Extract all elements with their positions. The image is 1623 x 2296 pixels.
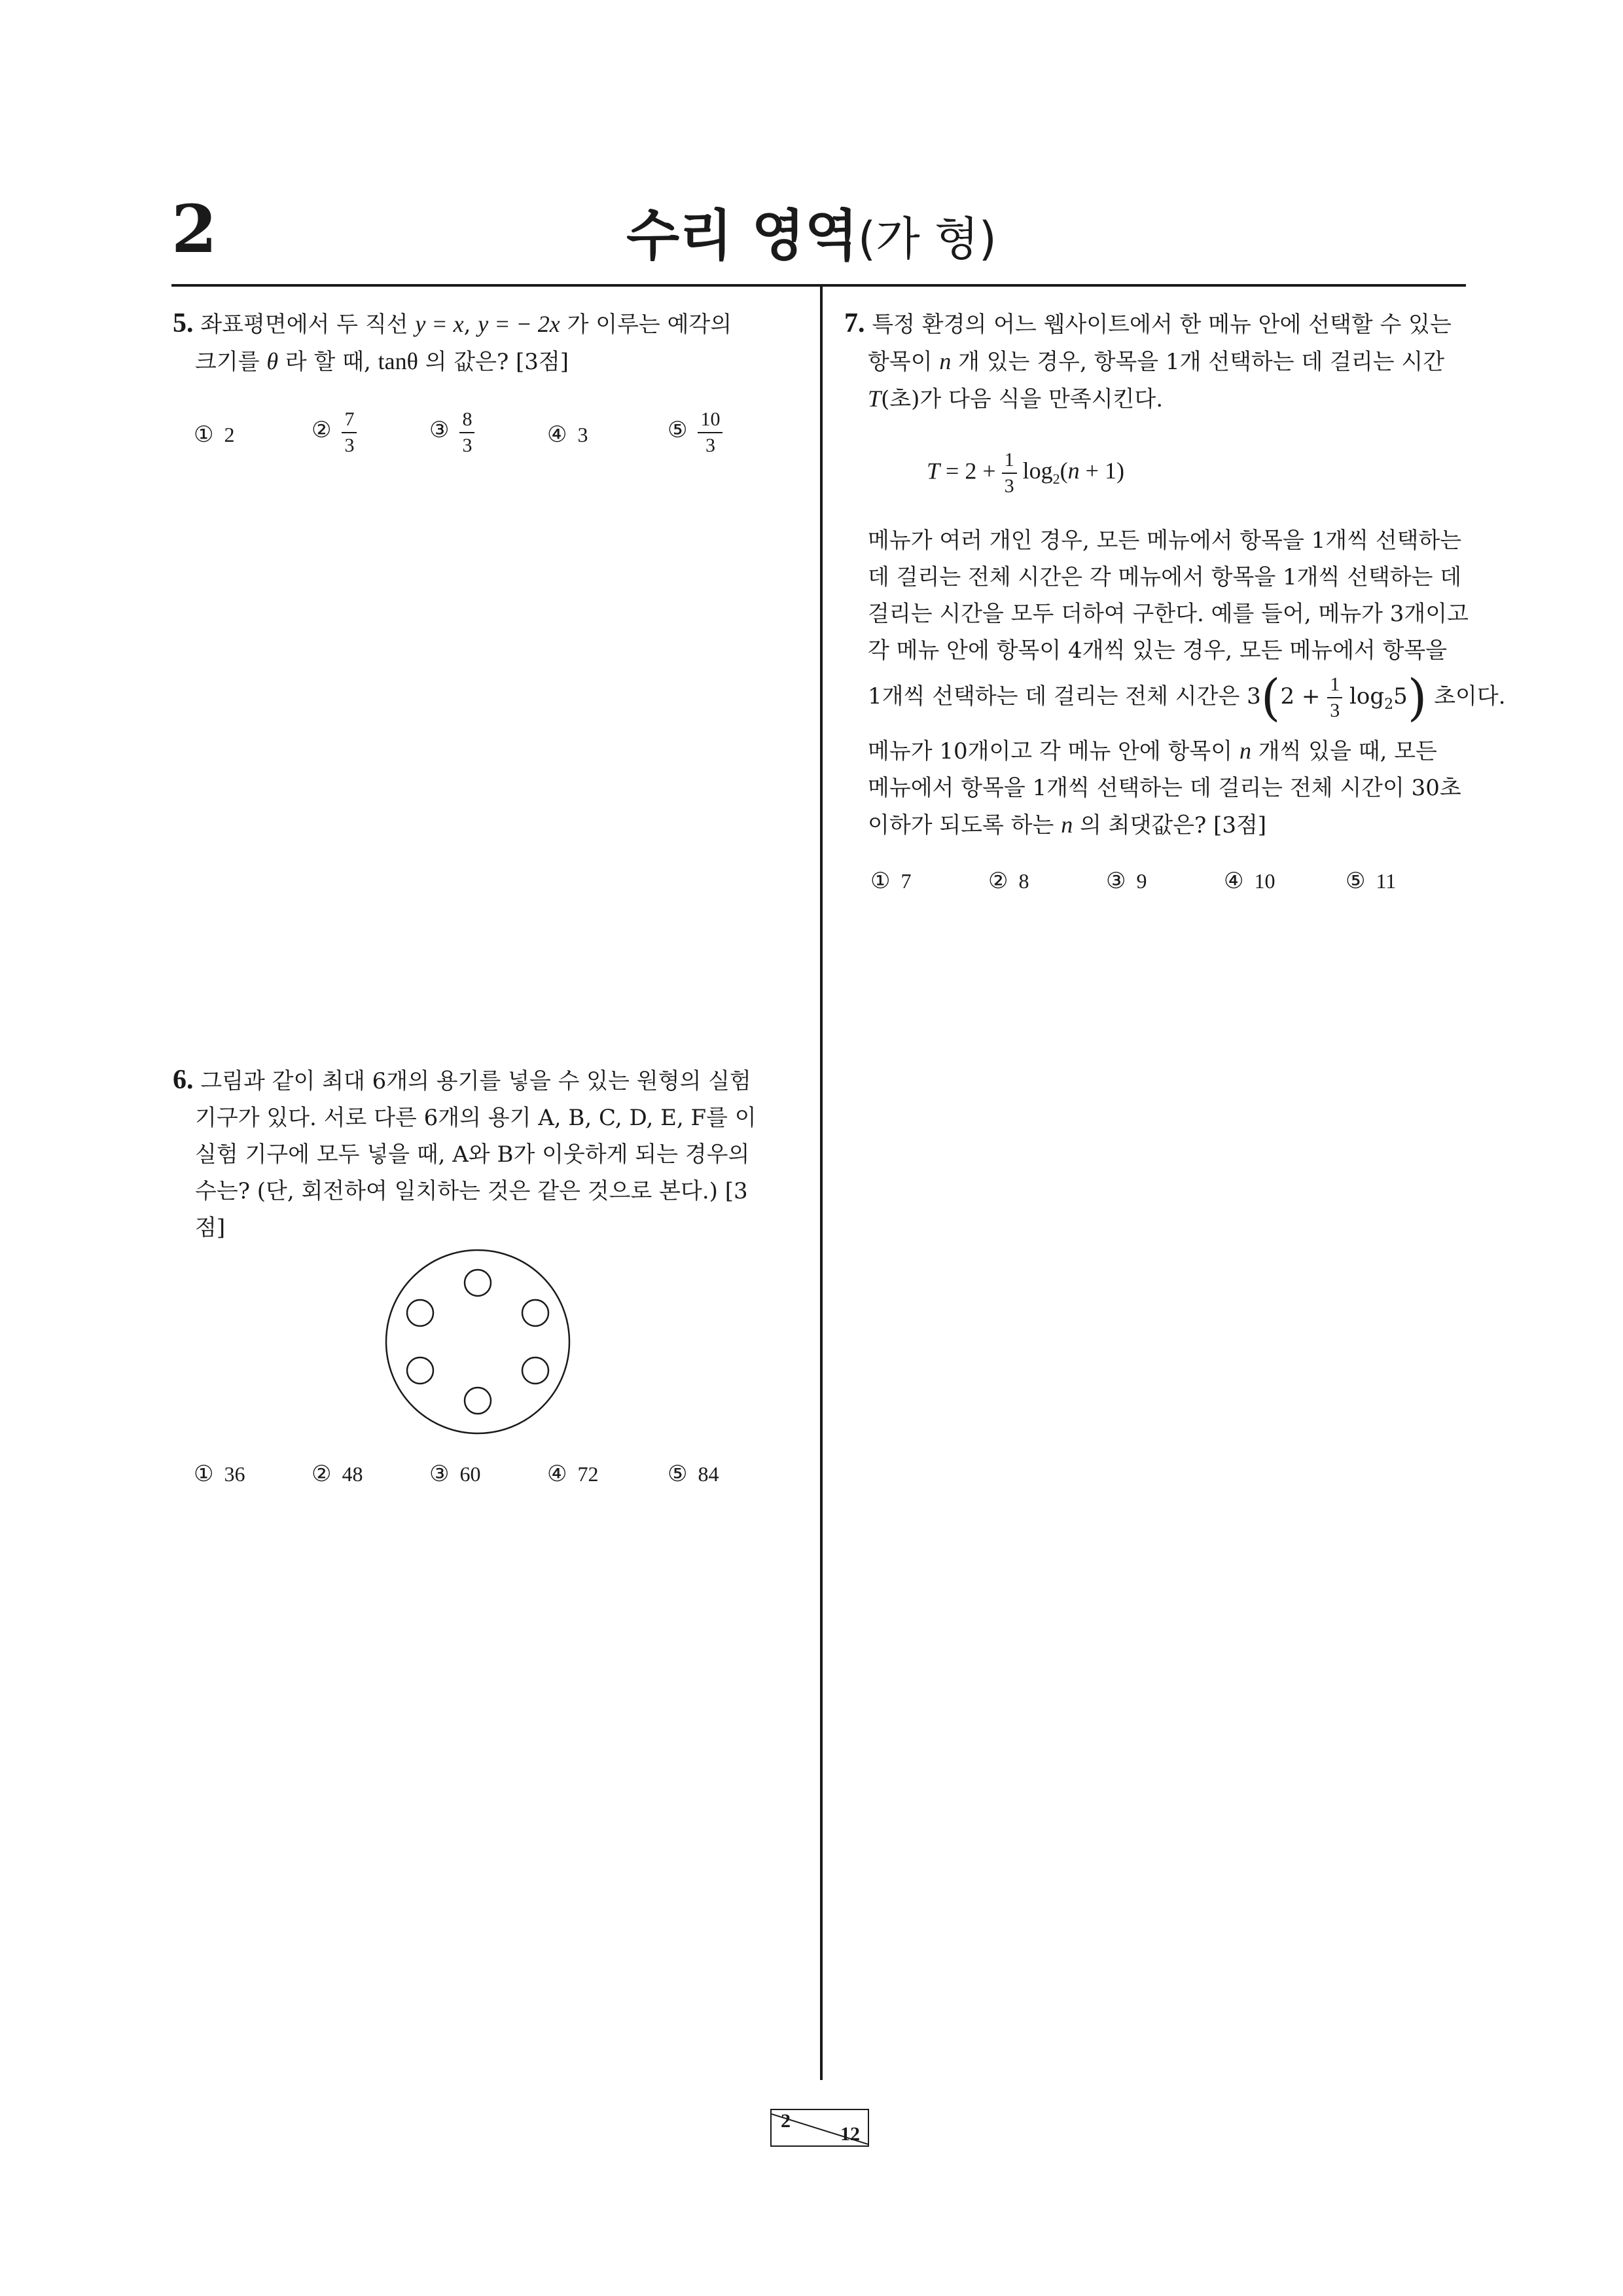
- q5-sep: ,: [463, 312, 478, 338]
- choice-mark: ②: [988, 868, 1008, 894]
- choice-mark: ①: [194, 1461, 214, 1487]
- choice-2[interactable]: [312, 1461, 363, 1487]
- variable-n: n: [939, 348, 952, 374]
- q7-text: 특정 환경의 어느 웹사이트에서 한 메뉴 안에 선택할 수 있는: [872, 312, 1452, 338]
- choice-4[interactable]: [547, 1461, 598, 1487]
- variable-T: T: [868, 386, 882, 412]
- choice-value: 2: [224, 423, 235, 446]
- page-counter-box: [770, 2109, 869, 2147]
- q7-text: 메뉴가 10개이고 각 메뉴 안에 항목이: [868, 738, 1240, 764]
- choice-value: 7: [901, 869, 912, 893]
- title-main: 수리 영역: [626, 204, 858, 268]
- q7-body-line: 걸리는 시간을 모두 더하여 구한다. 예를 들어, 메뉴가 3개이고: [868, 601, 1469, 627]
- q7-example-text: 초이다.: [1427, 683, 1506, 709]
- question-5: [173, 305, 762, 380]
- choice-2[interactable]: [312, 410, 357, 456]
- container-slot: [465, 1388, 491, 1414]
- choice-mark: ⑤: [1346, 868, 1366, 894]
- total-pages: 12: [840, 2123, 860, 2145]
- choice-value: 60: [459, 1462, 481, 1486]
- q7-text: 의 최댓값은? [3점]: [1073, 812, 1267, 838]
- choice-value: 84: [698, 1462, 719, 1486]
- choice-mark: ③: [429, 1461, 450, 1487]
- choice-mark: ①: [194, 422, 214, 448]
- q7-text: (초)가 다음 식을 만족시킨다.: [881, 386, 1164, 412]
- apparatus-outer-circle: [386, 1250, 569, 1433]
- q5-text: 라 할 때,: [278, 349, 378, 375]
- choice-2[interactable]: [988, 868, 1029, 894]
- choice-mark: ③: [1106, 868, 1126, 894]
- container-slot: [465, 1270, 491, 1296]
- choice-value: 8: [1018, 869, 1029, 893]
- q5-text: 가 이루는 예각의: [560, 312, 732, 338]
- column-divider: [820, 287, 823, 2080]
- q6-line: 기구가 있다. 서로 다른 6개의 용기 A, B, C, D, E, F를 이: [195, 1105, 757, 1131]
- question-7: [844, 305, 1472, 418]
- q5-text: 의 값은? [3점]: [418, 349, 569, 375]
- variable-n: n: [1061, 811, 1073, 838]
- container-slot: [407, 1300, 433, 1326]
- tan-theta: tanθ: [378, 348, 418, 374]
- theta-symbol: θ: [266, 348, 279, 374]
- container-slot: [407, 1357, 433, 1384]
- q5-text: 크기를: [195, 349, 267, 375]
- choice-value: 36: [224, 1462, 245, 1486]
- formula-lhs: T: [927, 457, 940, 484]
- header-rule: [171, 284, 1466, 287]
- q6-line: 수는? (단, 회전하여 일치하는 것은 같은 것으로 본다.) [3점]: [195, 1178, 748, 1241]
- choice-3[interactable]: [429, 410, 474, 456]
- choice-1[interactable]: [870, 868, 911, 894]
- fraction: $\frac{10}{3}$: [698, 410, 722, 456]
- variable-n: n: [1239, 737, 1251, 764]
- choice-mark: ④: [547, 422, 567, 448]
- q7-text: 개씩 있을 때, 모든: [1251, 738, 1437, 764]
- q7-body-line: 메뉴가 여러 개인 경우, 모든 메뉴에서 항목을 1개씩 선택하는: [868, 528, 1462, 554]
- question-number: 5.: [173, 308, 194, 338]
- left-paren: (: [1260, 668, 1281, 726]
- choice-mark: ②: [312, 1461, 332, 1487]
- choice-mark: ④: [547, 1461, 567, 1487]
- choice-3[interactable]: [429, 1461, 480, 1487]
- q7-body-line: 데 걸리는 전체 시간은 각 메뉴에서 항목을 1개씩 선택하는 데: [868, 564, 1462, 590]
- choice-4[interactable]: [1224, 868, 1275, 894]
- choice-4[interactable]: [547, 422, 588, 448]
- formula-lhs-rest: = 2 +: [940, 457, 1002, 484]
- formula-rhs: $\log_2(n + 1)$: [1016, 457, 1124, 488]
- fraction: $\frac{7}{3}$: [342, 410, 357, 456]
- choice-mark: ⑤: [668, 1461, 688, 1487]
- choice-mark: ⑤: [668, 417, 688, 444]
- q7-text: 개 있는 경우, 항목을 1개 선택하는 데 걸리는 시간: [951, 349, 1445, 375]
- q6-line: 실험 기구에 모두 넣을 때, A와 B가 이웃하게 되는 경우의: [195, 1141, 750, 1168]
- choice-5[interactable]: [1346, 868, 1396, 894]
- choice-mark: ④: [1224, 868, 1244, 894]
- container-slot: [522, 1357, 548, 1384]
- equation-1: y = x: [415, 311, 464, 337]
- choice-3[interactable]: [1106, 868, 1147, 894]
- container-slot: [522, 1300, 548, 1326]
- choice-value: 48: [342, 1462, 363, 1486]
- q7-example-text: 1개씩 선택하는 데 걸리는 전체 시간은 3: [868, 683, 1261, 709]
- q7-example-inner: 2 +: [1280, 683, 1328, 709]
- choice-5[interactable]: [668, 410, 722, 456]
- choice-value: 3: [577, 423, 588, 446]
- choice-1[interactable]: [194, 1461, 245, 1487]
- circular-apparatus-figure: [380, 1244, 576, 1440]
- current-page: 2: [781, 2110, 791, 2132]
- choice-value: 10: [1254, 869, 1275, 893]
- formula-T: [927, 450, 1124, 496]
- right-paren: ): [1407, 668, 1427, 726]
- q7-text: 항목이: [868, 349, 940, 375]
- choice-value: 11: [1376, 869, 1397, 893]
- q7-text: 이하가 되도록 하는: [868, 812, 1061, 838]
- question-number: 7.: [844, 308, 865, 338]
- q7-text: 메뉴에서 항목을 1개씩 선택하는 데 걸리는 전체 시간이 30초: [868, 774, 1461, 801]
- choice-mark: ③: [429, 417, 450, 444]
- equation-2: y = − 2x: [478, 311, 560, 337]
- question-7-body: [868, 522, 1506, 844]
- choice-mark: ②: [312, 417, 332, 444]
- page-title: [0, 204, 1623, 268]
- q5-text: 좌표평면에서 두 직선: [200, 312, 416, 338]
- question-number: 6.: [173, 1065, 194, 1095]
- fraction: $\frac{8}{3}$: [459, 410, 474, 456]
- fraction: $\frac{1}{3}$: [1002, 450, 1017, 496]
- title-sub: (가 형): [857, 212, 997, 266]
- choice-value: 72: [577, 1462, 599, 1486]
- q7-body-line: 각 메뉴 안에 항목이 4개씩 있는 경우, 모든 메뉴에서 항목을: [868, 637, 1448, 664]
- fraction: $\frac{1}{3}$: [1327, 675, 1342, 721]
- question-6: [173, 1062, 775, 1246]
- choice-mark: ①: [870, 868, 891, 894]
- choice-value: 9: [1136, 869, 1147, 893]
- page-number: 2: [171, 190, 217, 268]
- choice-1[interactable]: [194, 422, 234, 448]
- q6-line: 그림과 같이 최대 6개의 용기를 넣을 수 있는 원형의 실험: [200, 1068, 751, 1094]
- q7-example-log: $\log_25$: [1342, 683, 1408, 713]
- choice-5[interactable]: [668, 1461, 719, 1487]
